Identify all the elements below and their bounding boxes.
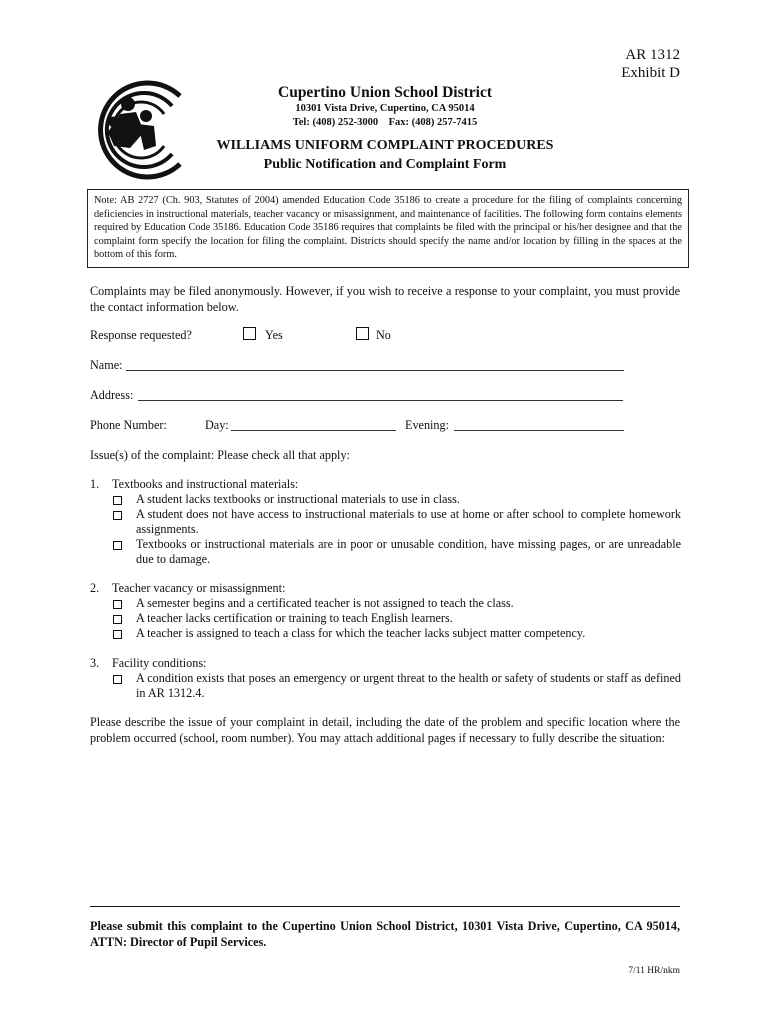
phone-label: Phone Number: — [90, 418, 167, 432]
district-address: 10301 Vista Drive, Cupertino, CA 95014 — [295, 103, 475, 114]
issue-option-text: A teacher lacks certification or training to teach English learners. — [136, 611, 453, 625]
district-name: Cupertino Union School District — [278, 84, 492, 101]
issue-option-text: Textbooks or instructional materials are in poor or unusable condition, have missing pages, or are unreadable due to damage. — [136, 537, 681, 566]
phone-day-label: Day: — [205, 418, 229, 432]
section-title: Textbooks and instructional materials: — [112, 477, 299, 491]
describe-instructions: Please describe the issue of your complaint in detail, including the date of the problem and specific location where the problem occurred (school, room number). You may attach additional pages if necessary to fully describe the situation: — [90, 715, 680, 745]
name-label: Name: — [90, 358, 123, 372]
ar-number: AR 1312 — [625, 47, 680, 63]
issue-option-text: A student does not have access to instructional materials to use at home or after school to complete homework assignments. — [136, 507, 681, 536]
section-number: 3. — [90, 656, 100, 670]
issue-checkbox[interactable] — [113, 600, 122, 609]
issue-checkbox[interactable] — [113, 615, 122, 624]
form-revision-code: 7/11 HR/nkm — [628, 966, 680, 976]
response-yes-label: Yes — [265, 328, 283, 342]
complaint-description-area[interactable] — [90, 766, 680, 896]
exhibit-label: Exhibit D — [621, 65, 680, 81]
intro-paragraph: Complaints may be filed anonymously. However, if you wish to receive a response to your complaint, you must provide the contact information below. — [90, 284, 680, 314]
footer-divider — [90, 906, 680, 907]
phone-evening-label: Evening: — [405, 418, 450, 432]
issue-checkbox[interactable] — [113, 541, 122, 550]
response-no-label: No — [376, 328, 391, 342]
issue-checkbox[interactable] — [113, 496, 122, 505]
section-title: Facility conditions: — [112, 656, 207, 670]
response-no-checkbox[interactable] — [356, 327, 369, 340]
section-title: Teacher vacancy or misassignment: — [112, 581, 286, 595]
issue-checkbox[interactable] — [113, 675, 122, 684]
response-yes-checkbox[interactable] — [243, 327, 256, 340]
form-title: WILLIAMS UNIFORM COMPLAINT PROCEDURES — [216, 138, 554, 153]
issue-option-text: A student lacks textbooks or instructional materials to use in class. — [136, 492, 460, 506]
section-number: 1. — [90, 477, 100, 491]
section-number: 2. — [90, 581, 100, 595]
address-field[interactable] — [138, 400, 623, 401]
issues-label: Issue(s) of the complaint: Please check all that apply: — [90, 448, 350, 462]
phone-evening-field[interactable] — [454, 430, 624, 431]
issue-option-text: A teacher is assigned to teach a class for which the teacher lacks subject matter competency. — [136, 626, 586, 640]
phone-day-field[interactable] — [231, 430, 396, 431]
issue-checkbox[interactable] — [113, 630, 122, 639]
name-field[interactable] — [126, 370, 624, 371]
document-reference — [621, 46, 680, 82]
form-subtitle: Public Notification and Complaint Form — [263, 157, 507, 172]
response-label: Response requested? — [90, 328, 192, 342]
address-label: Address: — [90, 388, 134, 402]
issue-option-text: A semester begins and a certificated teacher is not assigned to teach the class. — [136, 596, 514, 610]
submission-instructions: Please submit this complaint to the Cupertino Union School District, 10301 Vista Drive, Cupertino, CA 95014, ATTN: Director of Pupil Services. — [90, 919, 680, 949]
issue-option-text: A condition exists that poses an emergency or urgent threat to the health or safety of students or staff as defined in AR 1312.4. — [136, 671, 681, 700]
district-contact: Tel: (408) 252-3000 Fax: (408) 257-7415 — [292, 117, 478, 128]
issue-checkbox[interactable] — [113, 511, 122, 520]
note-box: Note: AB 2727 (Ch. 903, Statutes of 2004) amended Education Code 35186 to create a procedure for the filing of complaints concerning deficiencies in instructional materials, teacher vacancy or misassignment, and maintenance of facilities. The following form contains elements required by Education Code 35186. Education Code 35186 requires that complaints be filed with the principal or his/her designee and that the complaint form specify the location for filing the complaint. Districts should specify the name and/or location by filling in the spaces at the bottom of this form. — [87, 189, 689, 268]
